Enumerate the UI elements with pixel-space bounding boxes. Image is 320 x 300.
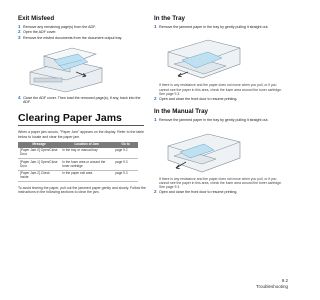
table-row: [Paper Jam 0] Open/Close Door In the tray or manual tray page 9.2: [18, 148, 138, 159]
manual-tray-jam-illustration: [164, 124, 244, 176]
exit-step-4: 4 Close the ADF cover. Then load the removed page(s), if any, back into the ADF.: [18, 94, 141, 105]
clearing-intro-text: When a paper jam occurs, "Paper Jam" appears on the display. Refer to the table below to locate and clear the paper jam.: [18, 130, 144, 139]
page-number: 9.2: [281, 278, 288, 283]
right-column: [154, 0, 286, 196]
in-the-tray-heading: In the Tray: [154, 15, 185, 22]
exit-misfeed-heading: Exit Misfeed: [18, 15, 55, 22]
section-title: Troubleshooting: [255, 283, 288, 289]
exit-step-3: 3 Remove the misfed documents from the document output tray.: [18, 34, 123, 40]
tray-jam-illustration: [164, 30, 244, 82]
tray-step-2: 2 Open and close the front door to resume printing.: [154, 96, 238, 101]
table-row: [Paper Jam 1] Open/Close Door In the fuser area or around the toner cartridge page 9.3: [18, 159, 138, 170]
paper-jam-table: [18, 142, 138, 182]
adf-output-illustration: [26, 42, 106, 94]
table-header-location: Location of Jam: [60, 142, 113, 148]
manual-tray-note: If there is any resistance and the paper does not move when you pull, or if you cannot see the paper in this area, check the fuser area around the toner cartridge. See page 9.3.: [159, 176, 282, 189]
exit-step-1: 1 Remove any remaining page(s) from the ADF.: [18, 24, 96, 29]
in-the-manual-tray-heading: In the Manual Tray: [154, 108, 208, 116]
clearing-paper-jams-heading: Clearing Paper Jams: [18, 112, 122, 125]
exit-step-2: 2 Open the ADF cover.: [18, 29, 57, 35]
left-column: [18, 0, 146, 194]
table-header-goto: Go to: [113, 142, 138, 148]
manual-step-2: 2 Open and close the front door to resume printing.: [154, 189, 238, 195]
tray-step-1: 1 Remove the jammed paper in the tray by gently pulling it straight out.: [154, 24, 269, 29]
table-row: [Paper Jam 2] Check Inside In the paper exit area page 9.3: [18, 170, 138, 181]
manual-step-1: 1 Remove the jammed paper in the tray by gently pulling it straight out.: [154, 117, 269, 123]
heading-rule: [18, 125, 144, 126]
table-header-message: Message: [18, 142, 60, 148]
tray-note: If there is any resistance and the paper does not move when you pull, or if you cannot see the paper in this area, check the fuser area around the toner cartridge. See page 9.3.: [159, 83, 282, 96]
closing-instructions: To avoid tearing the paper, pull out the jammed paper gently and slowly. Follow the instructions in the following sections to clear the jam.: [18, 185, 146, 195]
